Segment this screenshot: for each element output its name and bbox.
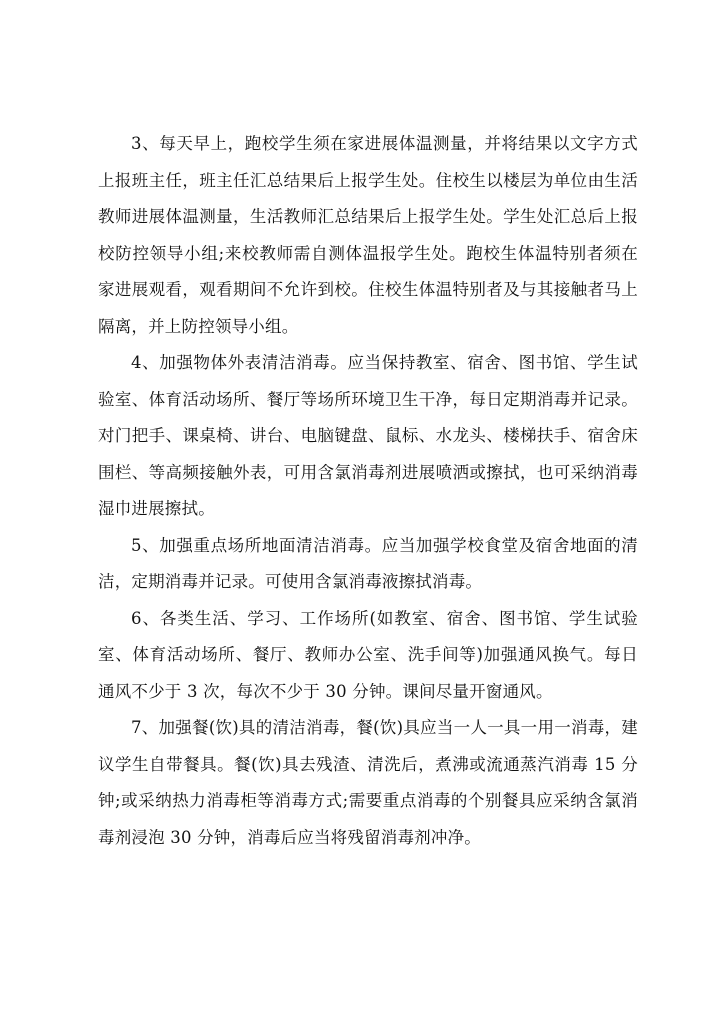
paragraph-item-4: 4、加强物体外表清洁消毒。应当保持教室、宿舍、图书馆、学生试验室、体育活动场所、餐厅等场所环境卫生干净，每日定期消毒并记录。对门把手、课桌椅、讲台、电脑键盘、鼠标、水龙头、楼梯扶手、宿舍床围栏、等高频接触外表，可用含氯消毒剂进展喷洒或擦拭，也可采纳消毒湿巾进展擦拭。 [98, 353, 638, 518]
paragraph-item-6: 6、各类生活、学习、工作场所(如教室、宿舍、图书馆、学生试验室、体育活动场所、餐厅、教师办公室、洗手间等)加强通风换气。每日通风不少于 3 次，每次不少于 30 分钟。课间尽量开窗通风。 [98, 608, 638, 701]
document-body [98, 126, 638, 856]
paragraph-item-7: 7、加强餐(饮)具的清洁消毒，餐(饮)具应当一人一具一用一消毒，建议学生自带餐具。餐(饮)具去残渣、清洗后，煮沸或流通蒸汽消毒 15 分钟;或采纳热力消毒柜等消毒方式;需要重点消毒的个别餐具应采纳含氯消毒剂浸泡 30 分钟，消毒后应当将残留消毒剂冲净。 [98, 718, 638, 847]
paragraph-item-3: 3、每天早上，跑校学生须在家进展体温测量，并将结果以文字方式上报班主任，班主任汇总结果后上报学生处。住校生以楼层为单位由生活教师进展体温测量，生活教师汇总结果后上报学生处。学生处汇总后上报校防控领导小组;来校教师需自测体温报学生处。跑校生体温特别者须在家进展观看，观看期间不允许到校。住校生体温特别者及与其接触者马上隔离，并上防控领导小组。 [98, 134, 638, 336]
paragraph-item-5: 5、加强重点场所地面清洁消毒。应当加强学校食堂及宿舍地面的清洁，定期消毒并记录。可使用含氯消毒液擦拭消毒。 [98, 535, 638, 591]
